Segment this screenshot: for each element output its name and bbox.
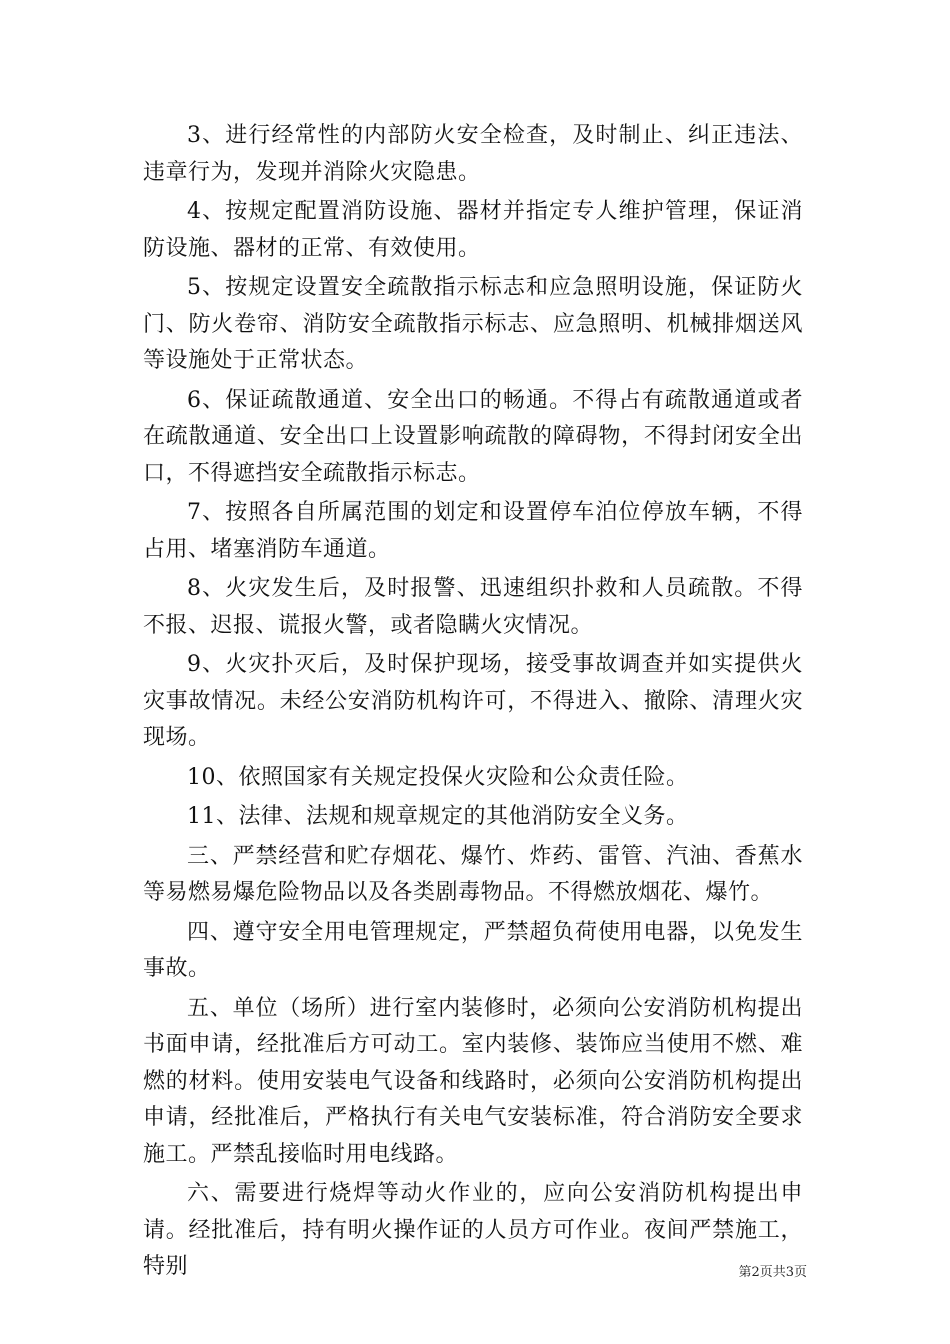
paragraph-item-3: 3、进行经常性的内部防火安全检查，及时制止、纠正违法、违章行为，发现并消除火灾隐患。 — [143, 123, 803, 185]
page-number-footer: 第2页共3页 — [738, 1265, 807, 1280]
paragraph-item-6: 6、保证疏散通道、安全出口的畅通。不得占有疏散通道或者在疏散通道、安全出口上设置影响疏散的障碍物，不得封闭安全出口，不得遮挡安全疏散指示标志。 — [143, 387, 803, 486]
paragraph-item-11: 11、法律、法规和规章规定的其他消防安全义务。 — [187, 804, 689, 829]
paragraph-item-7: 7、按照各自所属范围的划定和设置停车泊位停放车辆，不得占用、堵塞消防车通道。 — [143, 500, 803, 562]
section-3-paragraph: 三、严禁经营和贮存烟花、爆竹、炸药、雷管、汽油、香蕉水等易燃易爆危险物品以及各类剧毒物品。不得燃放烟花、爆竹。 — [143, 843, 803, 905]
paragraph-item-9: 9、火灾扑灭后，及时保护现场，接受事故调查并如实提供火灾事故情况。未经公安消防机构许可，不得进入、撤除、清理火灾现场。 — [143, 652, 803, 750]
paragraph-item-8: 8、火灾发生后，及时报警、迅速组织扑救和人员疏散。不得不报、迟报、谎报火警，或者隐瞒火灾情况。 — [143, 576, 803, 638]
section-5-paragraph: 五、单位（场所）进行室内装修时，必须向公安消防机构提出书面申请，经批准后方可动工。室内装修、装饰应当使用不燃、难燃的材料。使用安装电气设备和线路时，必须向公安消防机构提出申请，经批准后，严格执行有关电气安装标准，符合消防安全要求施工。严禁乱接临时用电线路。 — [143, 995, 803, 1167]
paragraph-item-4: 4、按规定配置消防设施、器材并指定专人维护管理，保证消防设施、器材的正常、有效使用。 — [143, 199, 803, 261]
section-6-paragraph: 六、需要进行烧焊等动火作业的，应向公安消防机构提出申请。经批准后，持有明火操作证的人员方可作业。夜间严禁施工，特别 — [143, 1181, 803, 1279]
paragraph-item-5: 5、按规定设置安全疏散指示标志和应急照明设施，保证防火门、防火卷帘、消防安全疏散指示标志、应急照明、机械排烟送风等设施处于正常状态。 — [143, 275, 803, 373]
paragraph-item-10: 10、依照国家有关规定投保火灾险和公众责任险。 — [187, 764, 689, 790]
section-4-paragraph: 四、遵守安全用电管理规定，严禁超负荷使用电器，以免发生事故。 — [143, 919, 803, 981]
document-body — [143, 118, 803, 1289]
